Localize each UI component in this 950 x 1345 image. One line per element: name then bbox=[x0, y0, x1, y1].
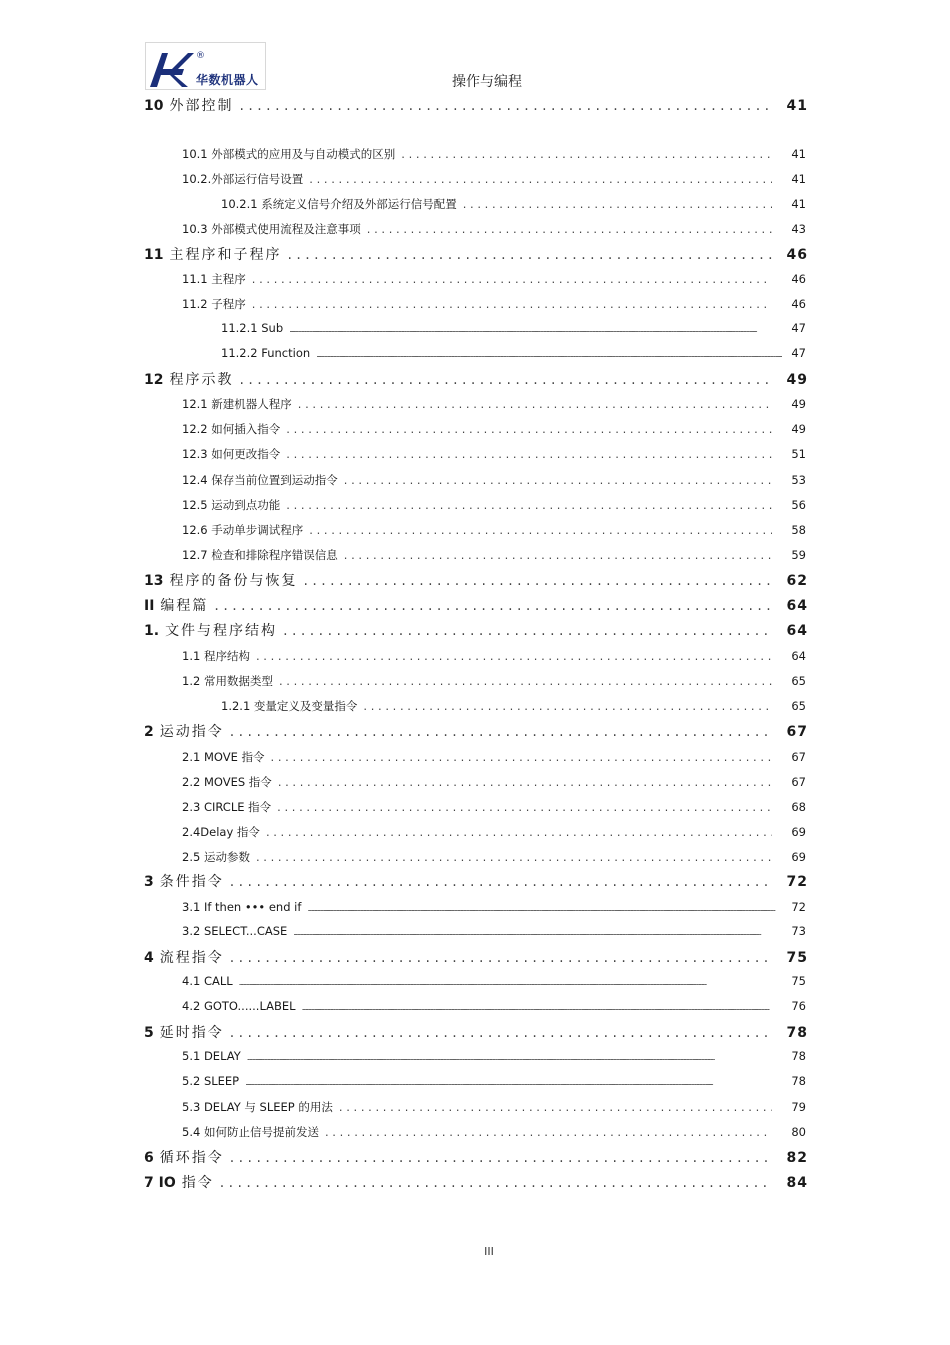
toc-entry-chapter[interactable]: 13 程序的备份与恢复 . . . 62 bbox=[144, 570, 808, 590]
toc-entry-section[interactable]: 12.2 如何插入指令 . . . 49 bbox=[182, 421, 806, 437]
toc-entry-section[interactable]: 10.2.外部运行信号设置 . . . 41 bbox=[182, 171, 806, 187]
toc-entry-section[interactable]: 12.5 运动到点功能 . . . 56 bbox=[182, 497, 806, 513]
toc-entry-section[interactable]: 12.7 检查和排除程序错误信息 . . . 59 bbox=[182, 547, 806, 563]
toc-entry-section[interactable]: 12.1 新建机器人程序 . . . 49 bbox=[182, 396, 806, 412]
toc-entry-section[interactable]: 2.4Delay 指令 . . . 69 bbox=[182, 824, 806, 840]
toc-entry-chapter[interactable]: 11 主程序和子程序 . . . 46 bbox=[144, 244, 808, 264]
logo-text: 华数机器人 bbox=[196, 73, 259, 87]
toc-entry-chapter[interactable]: 12 程序示教 . . . 49 bbox=[144, 369, 808, 389]
toc-entry-subsection[interactable]: 11.2.2 Function ..... 47 bbox=[221, 346, 806, 360]
toc-entry-section[interactable]: 2.2 MOVES 指令 . . . 67 bbox=[182, 774, 806, 790]
toc-entry-chapter[interactable]: 10 外部控制 . . . 41 bbox=[144, 95, 808, 115]
company-logo bbox=[145, 42, 266, 90]
toc-entry-section[interactable]: 4.1 CALL ..... 75 bbox=[182, 974, 806, 988]
page-number: III bbox=[484, 1245, 494, 1258]
toc-entry-subsection[interactable]: 11.2.1 Sub ..... 47 bbox=[221, 321, 806, 335]
toc-entry-section[interactable]: 2.1 MOVE 指令 . . . 67 bbox=[182, 749, 806, 765]
toc-entry-subsection[interactable]: 10.2.1 系统定义信号介绍及外部运行信号配置 . . . 41 bbox=[221, 196, 806, 212]
toc-entry-chapter[interactable]: 5 延时指令 . . . 78 bbox=[144, 1022, 808, 1042]
toc-entry-section[interactable]: 10.3 外部模式使用流程及注意事项 . . . 43 bbox=[182, 221, 806, 237]
toc-entry-section[interactable]: 12.4 保存当前位置到运动指令 . . . 53 bbox=[182, 472, 806, 488]
toc-entry-section[interactable]: 5.4 如何防止信号提前发送 . . . 80 bbox=[182, 1124, 806, 1140]
toc-entry-section[interactable]: 2.3 CIRCLE 指令 . . . 68 bbox=[182, 799, 806, 815]
toc-entry-chapter[interactable]: 3 条件指令 . . . 72 bbox=[144, 871, 808, 891]
toc-entry-section[interactable]: 1.2 常用数据类型 . . . 65 bbox=[182, 673, 806, 689]
toc-entry-chapter[interactable]: 7 IO 指令 . . . 84 bbox=[144, 1172, 808, 1192]
toc-entry-subsection[interactable]: 1.2.1 变量定义及变量指令 . . . 65 bbox=[221, 698, 806, 714]
toc-entry-chapter[interactable]: 2 运动指令 . . . 67 bbox=[144, 721, 808, 741]
toc-entry-section[interactable]: 4.2 GOTO......LABEL ..... 76 bbox=[182, 999, 806, 1013]
toc-entry-chapter[interactable]: 4 流程指令 . . . 75 bbox=[144, 947, 808, 967]
toc-entry-section[interactable]: 3.2 SELECT...CASE ..... 73 bbox=[182, 924, 806, 938]
page-header-title: 操作与编程 bbox=[452, 74, 522, 90]
logo-mark-icon bbox=[148, 47, 194, 89]
toc-entry-section[interactable]: 11.1 主程序 . . . 46 bbox=[182, 271, 806, 287]
toc-entry-section[interactable]: 3.1 If then ••• end if ..... 72 bbox=[182, 900, 806, 914]
registered-mark: ® bbox=[196, 51, 205, 61]
toc-entry-section[interactable]: 5.1 DELAY ..... 78 bbox=[182, 1049, 806, 1063]
toc-entry-section[interactable]: 10.1 外部模式的应用及与自动模式的区别 . . . 41 bbox=[182, 146, 806, 162]
toc-entry-chapter[interactable]: 6 循环指令 . . . 82 bbox=[144, 1147, 808, 1167]
toc-entry-section[interactable]: 2.5 运动参数 . . . 69 bbox=[182, 849, 806, 865]
toc-entry-section[interactable]: 11.2 子程序 . . . 46 bbox=[182, 296, 806, 312]
toc-entry-chapter[interactable]: 1. 文件与程序结构 . . . 64 bbox=[144, 620, 808, 640]
toc-entry-section[interactable]: 5.3 DELAY 与 SLEEP 的用法 . . . 79 bbox=[182, 1099, 806, 1115]
toc-entry-section[interactable]: 5.2 SLEEP ..... 78 bbox=[182, 1074, 806, 1088]
toc-entry-section[interactable]: 12.6 手动单步调试程序 . . . 58 bbox=[182, 522, 806, 538]
toc-entry-section[interactable]: 1.1 程序结构 . . . 64 bbox=[182, 648, 806, 664]
toc-entry-section[interactable]: 12.3 如何更改指令 . . . 51 bbox=[182, 446, 806, 462]
toc-entry-part[interactable]: II 编程篇 . . . 64 bbox=[144, 595, 808, 615]
